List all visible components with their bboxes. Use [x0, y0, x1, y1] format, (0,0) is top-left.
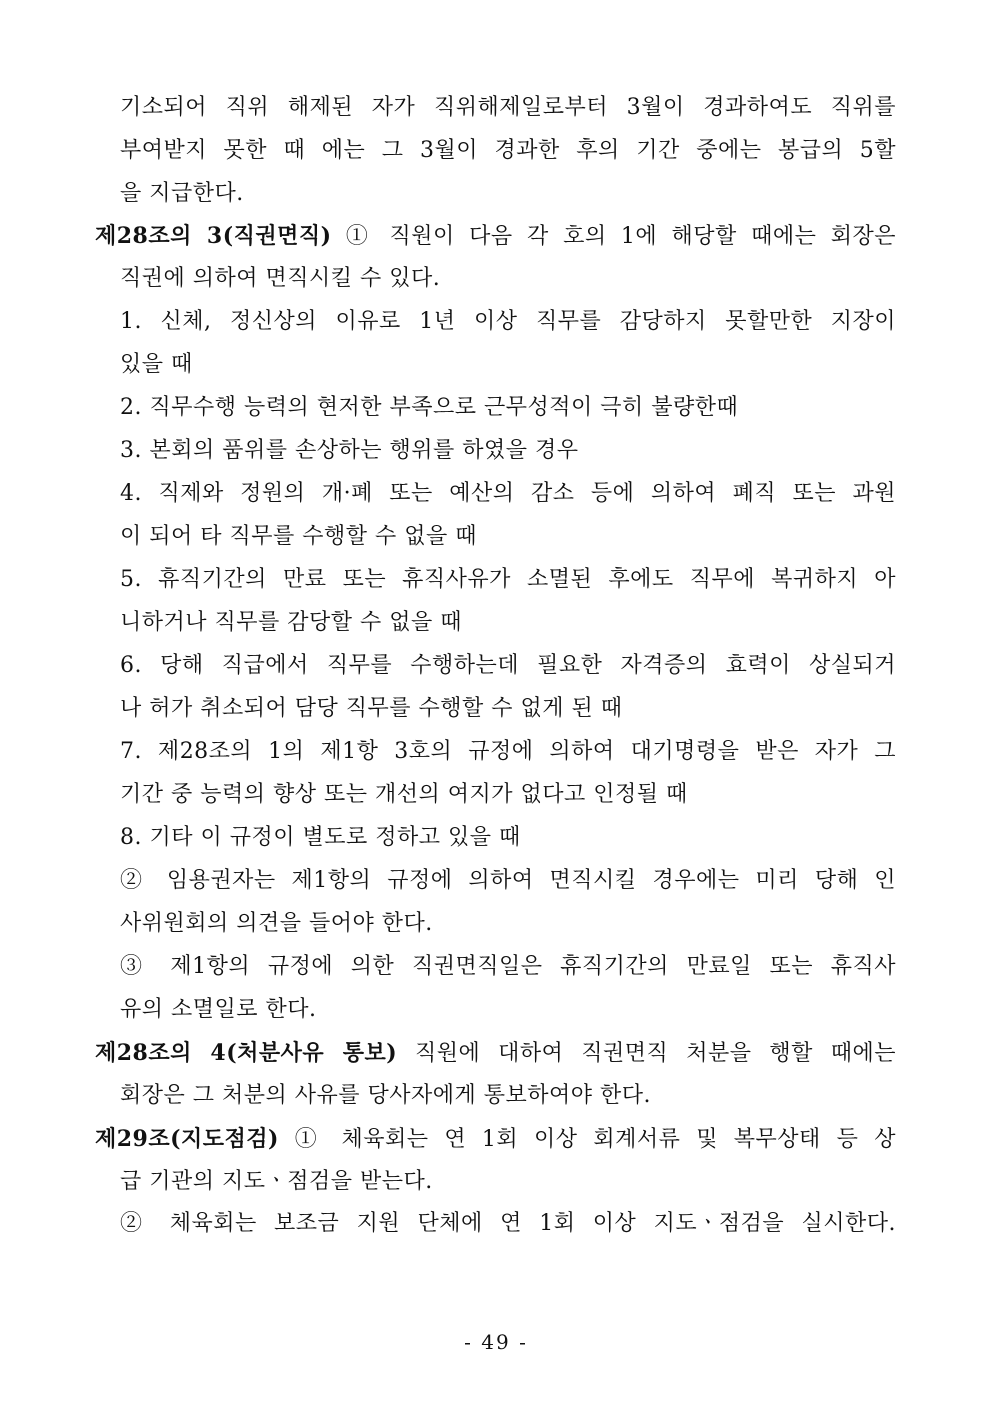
text-line: 사위원회의 의견을 들어야 한다.	[120, 911, 433, 936]
text-line: 급 기관의 지도ㆍ점검을 받는다.	[120, 1169, 433, 1194]
text-line: 기소되어 직위 해제된 자가 직위해제일로부터 3월이 경과하여도 직위를	[120, 95, 896, 120]
list-item: 5. 휴직기간의 만료 또는 휴직사유가 소멸된 후에도 직무에 복귀하지 아	[120, 567, 896, 592]
text-line: 기간 중 능력의 향상 또는 개선의 여지가 없다고 인정될 때	[120, 782, 688, 807]
article-text: 직원에 대하여 직권면직 처분을 행할 때에는	[397, 1041, 896, 1066]
list-item: 8. 기타 이 규정이 별도로 정하고 있을 때	[120, 825, 521, 850]
article-28-4-line	[95, 1038, 896, 1069]
list-item: 4. 직제와 정원의 개·폐 또는 예산의 감소 등에 의하여 폐직 또는 과원	[120, 481, 896, 506]
text-line: 을 지급한다.	[120, 181, 244, 206]
list-item: 2. 직무수행 능력의 현저한 부족으로 근무성적이 극히 불량한때	[120, 395, 739, 420]
article-text: ① 직원이 다음 각 호의 1에 해당할 때에는 회장은	[331, 224, 896, 249]
list-item: 6. 당해 직급에서 직무를 수행하는데 필요한 자격증의 효력이 상실되거	[120, 653, 896, 678]
list-item: 3. 본회의 품위를 손상하는 행위를 하였을 경우	[120, 438, 579, 463]
list-item: 7. 제28조의 1의 제1항 3호의 규정에 의하여 대기명령을 받은 자가 그	[120, 739, 896, 764]
article-heading: 제29조(지도점검)	[95, 1126, 279, 1152]
article-29-line	[95, 1124, 896, 1155]
paragraph-line: ② 체육회는 보조금 지원 단체에 연 1회 이상 지도ㆍ점검을 실시한다.	[120, 1211, 896, 1236]
text-line: 이 되어 타 직무를 수행할 수 없을 때	[120, 524, 477, 549]
article-heading: 제28조의 4(처분사유 통보)	[95, 1040, 398, 1066]
text-line: 니하거나 직무를 감당할 수 없을 때	[120, 610, 462, 635]
text-line: 있을 때	[120, 352, 193, 377]
article-heading: 제28조의 3(직권면직)	[95, 223, 332, 249]
article-28-3-line	[95, 221, 896, 252]
text-line: 회장은 그 처분의 사유를 당사자에게 통보하여야 한다.	[120, 1083, 651, 1108]
text-line: 직권에 의하여 면직시킬 수 있다.	[120, 266, 441, 291]
paragraph-line: ② 임용권자는 제1항의 규정에 의하여 면직시킬 경우에는 미리 당해 인	[120, 868, 896, 893]
text-line: 부여받지 못한 때 에는 그 3월이 경과한 후의 기간 중에는 봉급의 5할	[120, 138, 896, 163]
page-number: - 49 -	[464, 1330, 528, 1354]
list-item: 1. 신체, 정신상의 이유로 1년 이상 직무를 감당하지 못할만한 지장이	[120, 309, 896, 334]
paragraph-line: ③ 제1항의 규정에 의한 직권면직일은 휴직기간의 만료일 또는 휴직사	[120, 954, 896, 979]
article-text: ① 체육회는 연 1회 이상 회계서류 및 복무상태 등 상	[278, 1127, 896, 1152]
text-line: 나 허가 취소되어 담당 직무를 수행할 수 없게 된 때	[120, 696, 623, 721]
text-line: 유의 소멸일로 한다.	[120, 997, 317, 1022]
